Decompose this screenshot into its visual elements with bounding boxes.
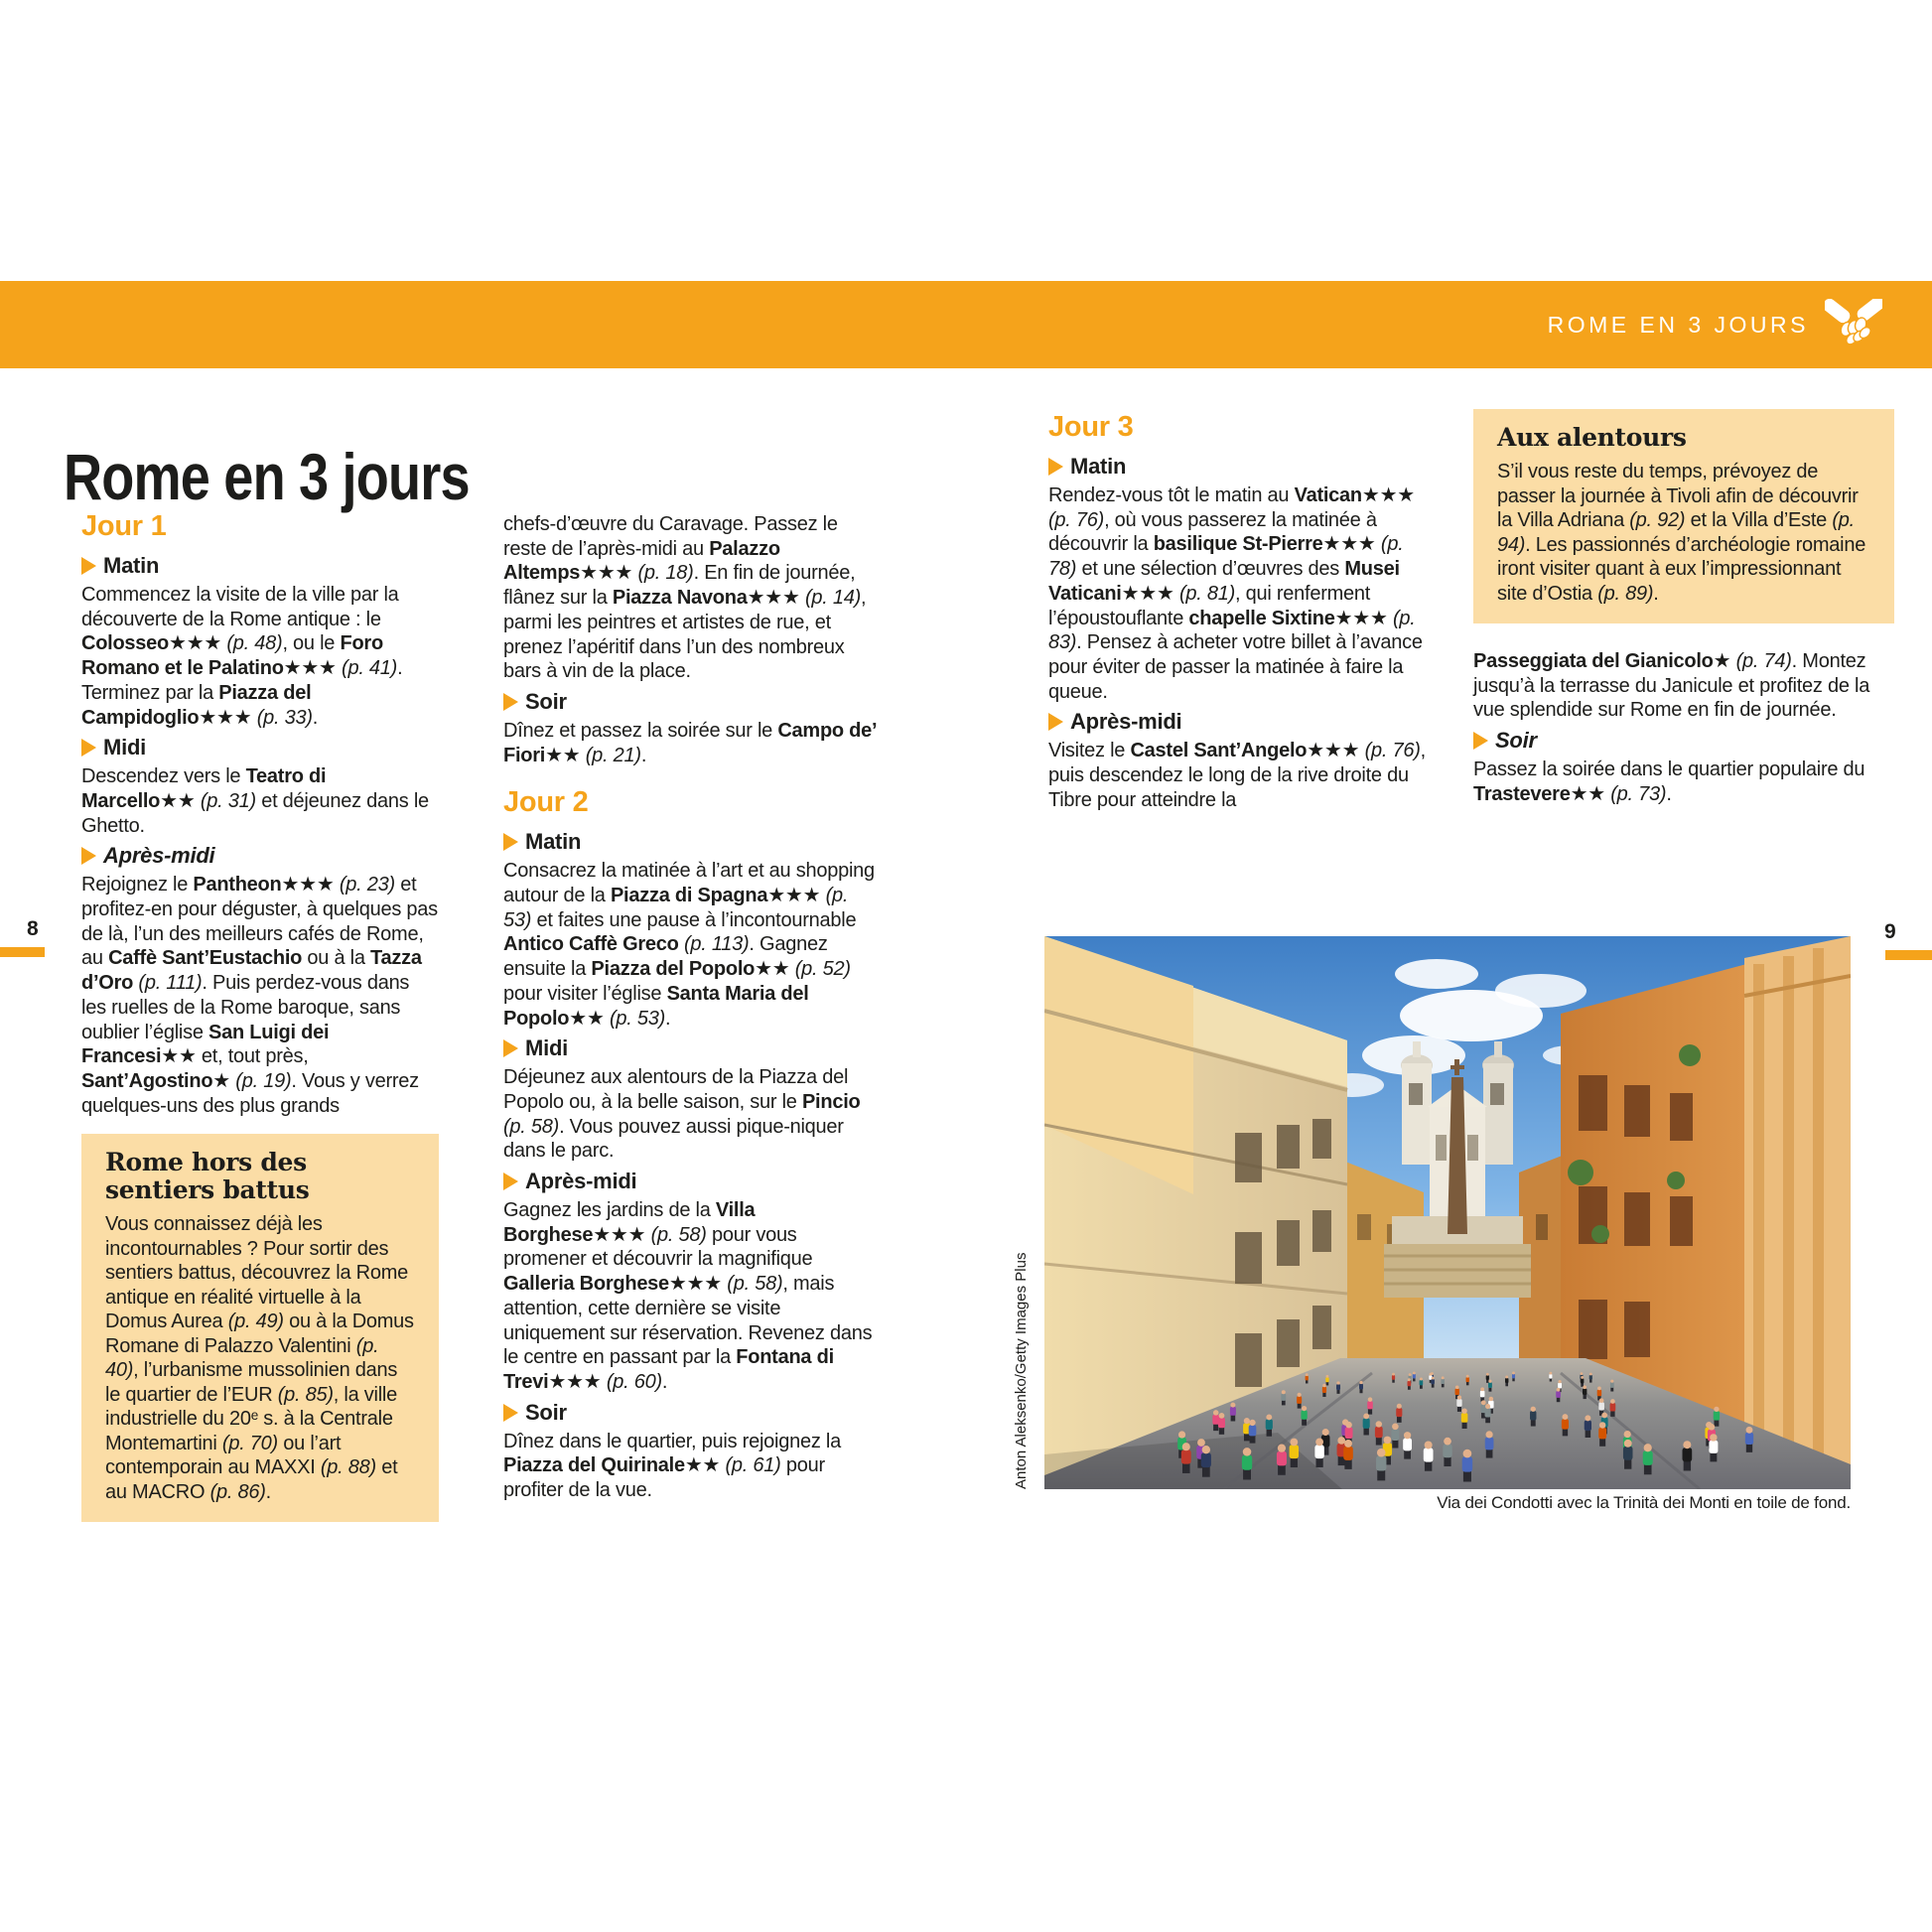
triangle-bullet-icon <box>503 693 518 711</box>
photo-illustration <box>1044 936 1851 1489</box>
section-header-label: ROME EN 3 JOURS <box>1547 311 1809 338</box>
page-number-rule-left <box>0 947 45 957</box>
section-head-midi-2 <box>503 1035 877 1061</box>
section-head-matin-1 <box>81 553 439 579</box>
page-number-rule-right <box>1885 950 1932 960</box>
itinerary-paragraph: Dînez dans le quartier, puis rejoignez la Piazza del Quirinale★★ (p. 61) pour profiter de la vue. <box>503 1430 841 1502</box>
street-photo <box>1044 936 1851 1489</box>
handshake-icon <box>1825 299 1882 350</box>
sidebar-box-body: Vous connaissez déjà les incontournables ? Pour sortir des sentiers battus, découvrez la Rome antique en réalité virtuelle à la Domus Aurea (p. 49) ou à la Domus Romane di Palazzo Valentini (p. 40), l’urbanisme mussolinien dans le quartier de l’EUR (p. 85), la ville industrielle du 20ᵉ s. à la Centrale Montemartini (p. 70) ou l’art contemporain au MAXXI (p. 88) et au MACRO (p. 86). <box>105 1213 414 1503</box>
itinerary-paragraph: Rejoignez le Pantheon★★★ (p. 23) et profitez-en pour déguster, à quelques pas de là, l’un des meilleurs cafés de Rome, au Caffè Sant’Eustachio ou à la Tazza d’Oro (p. 111). Puis perdez-vous dans les ruelles de la Rome baroque, sans oublier l’église San Luigi dei Francesi★★ et, tout près, Sant’Agostino★ (p. 19). Vous y verrez quelques-uns des plus grands <box>81 874 438 1117</box>
sidebar-box-title: Aux alentours <box>1497 423 1687 452</box>
section-head-label: Matin <box>103 553 160 578</box>
section-head-label: Après-midi <box>525 1169 637 1194</box>
section-head-label: Soir <box>525 1399 567 1425</box>
itinerary-paragraph: chefs-d’œuvre du Caravage. Passez le reste de l’après-midi au Palazzo Altemps★★★ (p. 18). En fin de journée, flânez sur la Piazza Navona★★★ (p. 14), parmi les peintres et artistes de rue, et prenez l’apéritif dans l’un des nombreux bars à vin de la place. <box>503 513 867 683</box>
itinerary-paragraph: Dînez et passez la soirée sur le Campo de’ Fiori★★ (p. 21). <box>503 719 877 766</box>
column-jour-1 <box>81 510 439 1522</box>
sidebar-box-rome-hors-sentiers <box>81 1134 439 1522</box>
itinerary-paragraph: Déjeunez aux alentours de la Piazza del Popolo ou, à la belle saison, sur le Pincio (p. 58). Vous pouvez aussi pique-niquer dans le parc. <box>503 1066 861 1163</box>
itinerary-paragraph: Consacrez la matinée à l’art et au shopping autour de la Piazza di Spagna★★★ (p. 53) et faites une pause à l’incontournable Antico Caffè Greco (p. 113). Gagnez ensuite la Piazza del Popolo★★ (p. 52) pour visiter l’église Santa Maria del Popolo★★ (p. 53). <box>503 860 875 1030</box>
itinerary-paragraph: Passeggiata del Gianicolo★ (p. 74). Montez jusqu’à la terrasse du Janicule et profitez de la vue splendide sur Rome en fin de journée. <box>1473 650 1870 722</box>
triangle-bullet-icon <box>1048 458 1063 476</box>
itinerary-paragraph: Commencez la visite de la ville par la découverte de la Rome antique : le Colosseo★★★ (p. 48), ou le Foro Romano et le Palatino★★★ (p. 41). Terminez par la Piazza del Campidoglio★★★ (p. 33). <box>81 584 403 729</box>
page-number-right: 9 <box>1884 920 1896 943</box>
sidebar-box-title: Rome hors des sentiers battus <box>105 1148 310 1205</box>
day-2-heading: Jour 2 <box>503 786 589 819</box>
section-head-soir-3 <box>1473 728 1894 754</box>
itinerary-paragraph: Visitez le Castel Sant’Angelo★★★ (p. 76), puis descendez le long de la rive droite du Tibre pour atteindre la <box>1048 740 1426 811</box>
photo-credit-text: Anton Aleksenko/Getty Images Plus <box>1013 1252 1030 1489</box>
section-head-soir-2 <box>503 1400 877 1426</box>
triangle-bullet-icon <box>503 1404 518 1422</box>
day-1-heading: Jour 1 <box>81 510 167 542</box>
triangle-bullet-icon <box>1048 713 1063 731</box>
sidebar-box-aux-alentours <box>1473 409 1894 623</box>
section-head-label: Après-midi <box>1070 709 1182 735</box>
page-number-left: 8 <box>27 917 39 940</box>
day-3-heading: Jour 3 <box>1048 411 1134 443</box>
section-head-label: Matin <box>525 829 582 855</box>
triangle-bullet-icon <box>81 557 96 575</box>
section-head-label: Midi <box>525 1035 568 1061</box>
section-head-matin-2 <box>503 829 877 855</box>
photo-caption: Via dei Condotti avec la Trinità dei Monti en toile de fond. <box>1437 1493 1851 1512</box>
itinerary-paragraph: Passez la soirée dans le quartier populaire du Trastevere★★ (p. 73). <box>1473 759 1865 805</box>
triangle-bullet-icon <box>81 739 96 757</box>
section-head-matin-3 <box>1048 454 1426 480</box>
itinerary-paragraph: Rendez-vous tôt le matin au Vatican★★★ (p. 76), où vous passerez la matinée à découvrir la basilique St-Pierre★★★ (p. 78) et une sélection d’œuvres des Musei Vaticani★★★ (p. 81), qui renferment l’époustouflante chapelle Sixtine★★★ (p. 83). Pensez à acheter votre billet à l’avance pour éviter de passer la matinée à faire la queue. <box>1048 484 1423 703</box>
section-head-label: Après-midi <box>103 843 215 869</box>
triangle-bullet-icon <box>503 1173 518 1190</box>
itinerary-paragraph: Gagnez les jardins de la Villa Borghese★★★ (p. 58) pour vous promener et découvrir la magnifique Galleria Borghese★★★ (p. 58), mais attention, cette dernière se visite uniquement sur réservation. Revenez dans le centre en passant par la Fontana di Trevi★★★ (p. 60). <box>503 1199 873 1393</box>
column-jour-3 <box>1048 411 1426 815</box>
section-head-apresmidi-2 <box>503 1169 877 1194</box>
triangle-bullet-icon <box>503 833 518 851</box>
triangle-bullet-icon <box>1473 732 1488 750</box>
section-header-band <box>0 281 1932 368</box>
section-head-label: Soir <box>1495 728 1537 754</box>
section-head-label: Soir <box>525 688 567 714</box>
section-header-content <box>1548 299 1882 350</box>
triangle-bullet-icon <box>81 847 96 865</box>
triangle-bullet-icon <box>503 1039 518 1057</box>
section-head-apresmidi-1 <box>81 843 439 869</box>
section-head-midi-1 <box>81 735 439 760</box>
photo-credit <box>1013 1233 1033 1489</box>
section-head-soir-1 <box>503 689 877 715</box>
page-title: Rome en 3 jours <box>64 440 470 514</box>
sidebar-box-body: S’il vous reste du temps, prévoyez de passer la journée à Tivoli afin de découvrir la Villa Adriana (p. 92) et la Villa d’Este (p. 94). Les passionnés d’archéologie romaine iront visiter quant à eux l’impressionnant site d’Ostia (p. 89). <box>1497 461 1866 605</box>
column-alentours <box>1473 409 1894 810</box>
column-jour-2 <box>503 512 877 1506</box>
section-head-label: Matin <box>1070 454 1127 479</box>
itinerary-paragraph: Descendez vers le Teatro di Marcello★★ (p. 31) et déjeunez dans le Ghetto. <box>81 765 429 837</box>
section-head-apresmidi-3 <box>1048 709 1426 735</box>
section-head-label: Midi <box>103 735 146 760</box>
